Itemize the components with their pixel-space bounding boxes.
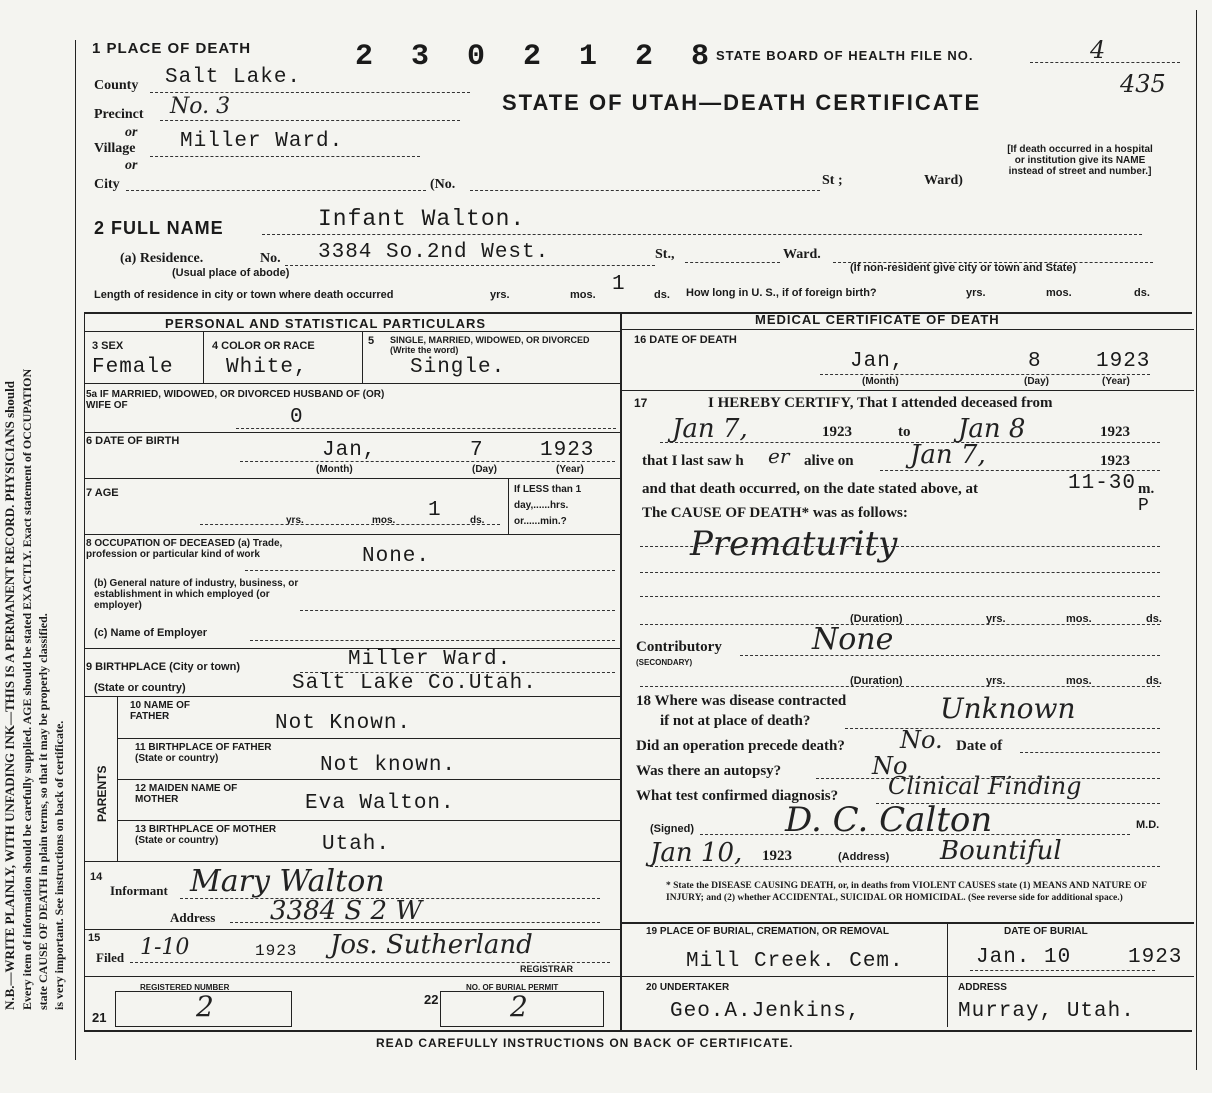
medical-heading-rule <box>622 329 1194 330</box>
place-of-death-label: 1 PLACE OF DEATH <box>92 40 252 57</box>
usual-abode-label: (Usual place of abode) <box>172 267 290 279</box>
undertaker-address-value: Murray, Utah. <box>958 1000 1135 1023</box>
permit-value: 2 <box>510 990 528 1023</box>
operation-date-label: Date of <box>956 738 1003 754</box>
duration-ds-2: ds. <box>1146 675 1162 687</box>
form-right-border <box>1196 10 1197 1070</box>
attended-to-year: 1923 <box>1100 424 1130 440</box>
filed-num: 15 <box>88 932 101 944</box>
father-rule <box>117 738 620 739</box>
burial-label: 19 PLACE OF BURIAL, CREMATION, OR REMOVAL <box>646 926 889 937</box>
bottom-rule <box>84 1030 1192 1032</box>
us-mos: mos. <box>1046 287 1072 299</box>
certificate-title: STATE OF UTAH—DEATH CERTIFICATE <box>502 90 982 115</box>
cause-footnote: * State the DISEASE CAUSING DEATH, or, in deaths from VIOLENT CAUSES state (1) MEANS AND NATURE OF INJURY; and (2) whether ACCIDENTAL, SUICIDAL OR HOMICIDAL. (See reverse side for additional space.) <box>666 881 1147 903</box>
spouse-line <box>236 428 616 429</box>
attended-from-value: Jan 7, <box>672 414 748 444</box>
marital-label: SINGLE, MARRIED, WIDOWED, OR DIVORCED (Write the word) <box>390 335 590 355</box>
sign-date-year: 1923 <box>762 848 792 864</box>
filed-line <box>130 962 610 963</box>
city-st-label: St ; <box>822 173 843 188</box>
cause-line-1 <box>640 546 1160 547</box>
cause-line-2 <box>640 572 1160 573</box>
burial-date-value: Jan. 10 <box>976 946 1072 969</box>
lastsaw-text: that I last saw h <box>642 453 744 469</box>
attended-from-year: 1923 <box>822 424 852 440</box>
registrar-label: REGISTRAR <box>520 964 574 974</box>
residence-no-label: No. <box>260 251 281 266</box>
dod-label: 16 DATE OF DEATH <box>634 334 737 346</box>
color-label: 4 COLOR OR RACE <box>212 340 315 352</box>
dod-day: 8 <box>1028 350 1042 373</box>
permit-num: 22 <box>424 992 439 1007</box>
length-mos: mos. <box>570 289 596 301</box>
burial-value: Mill Creek. Cem. <box>686 950 904 973</box>
test-value: Clinical Finding <box>888 772 1082 800</box>
age-ds: ds. <box>470 515 485 526</box>
side-instruction-1: N.B.—WRITE PLAINLY, WITH UNFADING INK—THIS IS A PERMANENT RECORD. PHYSICIANS should <box>2 381 17 1010</box>
contributory-value: None <box>812 622 894 657</box>
father-label: 10 NAME OF FATHER <box>130 700 191 722</box>
dod-month: Jan, <box>850 350 905 373</box>
contracted-line <box>845 728 1160 729</box>
registered-num: 21 <box>92 1010 107 1025</box>
age-less-label: If LESS than 1 day,......hrs. or......min.? <box>514 484 582 527</box>
undertaker-address-label: ADDRESS <box>958 982 1007 993</box>
side-instruction-3: state CAUSE OF DEATH in plain terms, so that it may be properly classified. <box>36 613 50 1010</box>
age-value: 1 <box>428 499 442 522</box>
dob-day: 7 <box>470 439 484 462</box>
dob-year-caption: (Year) <box>556 464 584 475</box>
length-mos-value: 1 <box>612 273 626 296</box>
center-divider <box>620 312 622 1032</box>
alive-on-text: alive on <box>804 453 854 469</box>
signed-line <box>700 834 1130 835</box>
us-ds: ds. <box>1134 287 1150 299</box>
full-name-value: Infant Walton. <box>318 206 526 232</box>
certificate-number: 2 3 0 2 1 2 8 <box>355 40 720 74</box>
autopsy-label: Was there an autopsy? <box>636 763 782 779</box>
row-rule-6 <box>84 696 620 697</box>
spouse-label: 5a IF MARRIED, WIDOWED, OR DIVORCED HUSBAND OF (OR) WIFE OF <box>86 389 385 411</box>
certify-num: 17 <box>634 396 648 410</box>
medical-rule-1 <box>622 390 1194 391</box>
test-label: What test confirmed diagnosis? <box>636 788 839 804</box>
residence-st-label: St., <box>655 247 675 262</box>
occupation-b-line <box>300 610 615 611</box>
duration-label-2: (Duration) <box>850 675 903 687</box>
cause-value: Prematurity <box>690 524 898 564</box>
burial-date-line <box>970 970 1155 971</box>
lastsaw-pronoun: er <box>768 444 790 468</box>
birthplace-label: 9 BIRTHPLACE (City or town) <box>86 661 240 673</box>
employer-label: (c) Name of Employer <box>94 627 208 639</box>
contracted-value: Unknown <box>940 692 1076 725</box>
residence-value: 3384 So.2nd West. <box>318 241 550 264</box>
md-label: M.D. <box>1136 819 1160 831</box>
length-residence-label: Length of residence in city or town where death occurred <box>94 289 394 301</box>
county-line <box>150 92 470 93</box>
birthplace-state-value: Salt Lake Co.Utah. <box>292 672 537 695</box>
row-rule-2 <box>84 432 620 433</box>
sign-address-label: (Address) <box>838 851 890 863</box>
father-birthplace-value: Not known. <box>320 754 457 777</box>
alive-on-value: Jan 7, <box>910 440 986 470</box>
medical-heading: MEDICAL CERTIFICATE OF DEATH <box>755 312 1000 327</box>
secondary-label: (SECONDARY) <box>636 658 693 667</box>
row-rule-9 <box>84 976 620 977</box>
duration-mos-1: mos. <box>1066 613 1092 625</box>
alive-on-year: 1923 <box>1100 453 1130 469</box>
personal-heading: PERSONAL AND STATISTICAL PARTICULARS <box>165 316 487 331</box>
time-m-label: m. <box>1138 481 1155 497</box>
duration-mos-2: mos. <box>1066 675 1092 687</box>
dod-year-caption: (Year) <box>1102 376 1130 387</box>
occupation-b-label: (b) General nature of industry, business, or establishment in which employed (or employer) <box>94 578 299 611</box>
residence-line <box>285 265 655 266</box>
informant-num: 14 <box>90 871 103 883</box>
file-no-value2: 435 <box>1120 70 1166 98</box>
sex-label: 3 SEX <box>92 340 124 352</box>
county-label: County <box>94 78 139 93</box>
contracted-label-2: if not at place of death? <box>660 713 811 729</box>
duration-label-1: (Duration) <box>850 613 903 625</box>
registered-value: 2 <box>196 990 214 1023</box>
left-panel-border <box>84 312 85 1032</box>
operation-label: Did an operation precede death? <box>636 738 845 754</box>
dob-line <box>240 461 615 462</box>
contributory-line <box>740 655 1160 656</box>
informant-value: Mary Walton <box>190 864 385 899</box>
precinct-value: No. 3 <box>170 94 231 119</box>
dob-day-caption: (Day) <box>472 464 498 475</box>
age-mos: mos. <box>372 515 396 526</box>
undertaker-value: Geo.A.Jenkins, <box>670 1000 861 1023</box>
personal-heading-rule <box>84 331 620 332</box>
signed-label: (Signed) <box>650 823 694 835</box>
signed-value: D. C. Calton <box>785 800 993 840</box>
village-line <box>150 156 420 157</box>
medical-rule-undertaker <box>622 976 1194 977</box>
attended-to-label: to <box>898 424 911 440</box>
attended-to-value: Jan 8 <box>958 414 1026 444</box>
informant-address-line <box>230 922 600 923</box>
full-name-label: 2 FULL NAME <box>94 218 224 238</box>
dob-month-caption: (Month) <box>316 464 353 475</box>
alive-line <box>880 470 1160 471</box>
dod-year: 1923 <box>1096 350 1151 373</box>
city-no-label: (No. <box>430 177 456 192</box>
residence-st-line <box>685 262 780 263</box>
filed-year: 1923 <box>255 942 298 960</box>
row-rule-4 <box>84 534 620 535</box>
or-label-2: or <box>125 158 138 173</box>
registered-label: REGISTERED NUMBER <box>140 983 230 992</box>
burial-divider <box>947 922 948 1027</box>
section-top-rule <box>84 312 1192 314</box>
residence-ward-label: Ward. <box>783 247 821 262</box>
side-instruction-2: Every item of information should be carefully supplied. AGE should be stated EXACTLY. Exact statement of OCCUPATION <box>20 368 34 1010</box>
permit-label: NO. OF BURIAL PERMIT <box>466 983 559 992</box>
side-instruction-4: is very important. See instructions on back of certificate. <box>52 720 66 1010</box>
operation-value: No. <box>900 726 943 754</box>
informant-label: Informant <box>110 883 168 898</box>
duration-yrs-2: yrs. <box>986 675 1006 687</box>
marital-value: Single. <box>410 356 506 379</box>
father-bp-rule <box>117 779 620 780</box>
dob-year: 1923 <box>540 439 595 462</box>
operation-line <box>1020 752 1160 753</box>
birthplace-value: Miller Ward. <box>348 648 512 671</box>
filed-label: Filed <box>96 950 125 965</box>
residence-label: (a) Residence. <box>120 251 204 266</box>
cause-text: The CAUSE OF DEATH* was as follows: <box>642 505 908 521</box>
sign-date-line <box>650 866 1160 867</box>
city-ward-label: Ward) <box>924 173 963 188</box>
hospital-note: [If death occurred in a hospital or institution give its NAME instead of street and number.] <box>1007 144 1153 177</box>
registrar-signature: Jos. Sutherland <box>330 930 533 960</box>
sex-color-divider <box>203 331 204 383</box>
time-value: 11-30 <box>1068 472 1137 495</box>
employer-line <box>250 640 615 641</box>
contributory-label: Contributory <box>636 639 722 655</box>
length-yrs: yrs. <box>490 289 510 301</box>
us-length-label: How long in U. S., if of foreign birth? <box>686 287 877 299</box>
color-value: White, <box>226 356 308 379</box>
autopsy-value: No <box>872 752 908 780</box>
age-label: 7 AGE <box>86 487 119 499</box>
time-pm-value: P <box>1138 496 1150 516</box>
dod-line <box>820 374 1150 375</box>
parents-label: PARENTS <box>95 765 109 822</box>
medical-rule-burial <box>622 922 1194 924</box>
file-no-label: STATE BOARD OF HEALTH FILE NO. <box>716 48 974 63</box>
certify-text: I HEREBY CERTIFY, That I attended deceased from <box>708 395 1053 411</box>
duration-ds-1: ds. <box>1146 613 1162 625</box>
age-line <box>200 524 500 525</box>
undertaker-label: 20 UNDERTAKER <box>646 982 730 993</box>
row-rule-7 <box>84 861 620 862</box>
contracted-label: 18 Where was disease contracted <box>636 693 847 709</box>
mother-label: 12 MAIDEN NAME OF MOTHER <box>135 783 238 805</box>
row-rule-3 <box>84 478 620 479</box>
duration-line-2 <box>640 686 1160 687</box>
color-marital-divider <box>362 331 363 383</box>
village-value: Miller Ward. <box>180 130 344 153</box>
city-line <box>126 190 426 191</box>
dod-month-caption: (Month) <box>862 376 899 387</box>
burial-date-label: DATE OF BURIAL <box>1004 926 1088 937</box>
duration-line-1 <box>640 624 1160 625</box>
mother-birthplace-value: Utah. <box>322 833 391 856</box>
occupation-line <box>245 570 615 571</box>
city-label: City <box>94 177 120 192</box>
county-value: Salt Lake. <box>165 66 302 89</box>
mother-birthplace-label: 13 BIRTHPLACE OF MOTHER (State or country) <box>135 824 277 846</box>
file-no-value: 4 <box>1090 36 1106 64</box>
mother-rule <box>117 820 620 821</box>
precinct-line <box>160 120 460 121</box>
father-birthplace-label: 11 BIRTHPLACE OF FATHER (State or country) <box>135 742 272 764</box>
or-label-1: or <box>125 125 138 140</box>
dob-month: Jan, <box>322 439 377 462</box>
footer-instruction: READ CAREFULLY INSTRUCTIONS ON BACK OF CERTIFICATE. <box>376 1036 794 1050</box>
row-rule-1 <box>84 383 620 384</box>
age-less-divider <box>508 478 509 534</box>
marital-num: 5 <box>368 335 375 347</box>
occupation-value: None. <box>362 545 431 568</box>
full-name-line <box>262 234 1142 235</box>
duration-yrs-1: yrs. <box>986 613 1006 625</box>
sex-value: Female <box>92 356 174 379</box>
sign-address-value: Bountiful <box>940 836 1062 866</box>
us-yrs: yrs. <box>966 287 986 299</box>
length-ds: ds. <box>654 289 670 301</box>
village-label: Village <box>94 141 136 156</box>
filed-value: 1-10 <box>140 935 190 960</box>
spouse-value: 0 <box>290 406 304 429</box>
informant-address-value: 3384 S 2 W <box>270 896 423 926</box>
precinct-label: Precinct <box>94 107 144 122</box>
occurred-text: and that death occurred, on the date stated above, at <box>642 481 978 497</box>
form-left-border <box>75 40 76 1060</box>
occupation-label: 8 OCCUPATION OF DECEASED (a) Trade, profession or particular kind of work <box>86 538 283 560</box>
mother-value: Eva Walton. <box>305 792 455 815</box>
sign-date-value: Jan 10, <box>650 838 743 868</box>
burial-year: 1923 <box>1128 946 1183 969</box>
age-yrs: yrs. <box>286 515 304 526</box>
father-value: Not Known. <box>275 712 412 735</box>
birthplace-state-label: (State or country) <box>94 682 186 694</box>
nonresident-note: (If non-resident give city or town and State) <box>850 262 1077 274</box>
informant-address-label: Address <box>170 910 216 925</box>
dod-day-caption: (Day) <box>1024 376 1050 387</box>
dob-label: 6 DATE OF BIRTH <box>86 435 180 447</box>
cause-line-3 <box>640 596 1160 597</box>
city-no-line <box>470 190 820 191</box>
